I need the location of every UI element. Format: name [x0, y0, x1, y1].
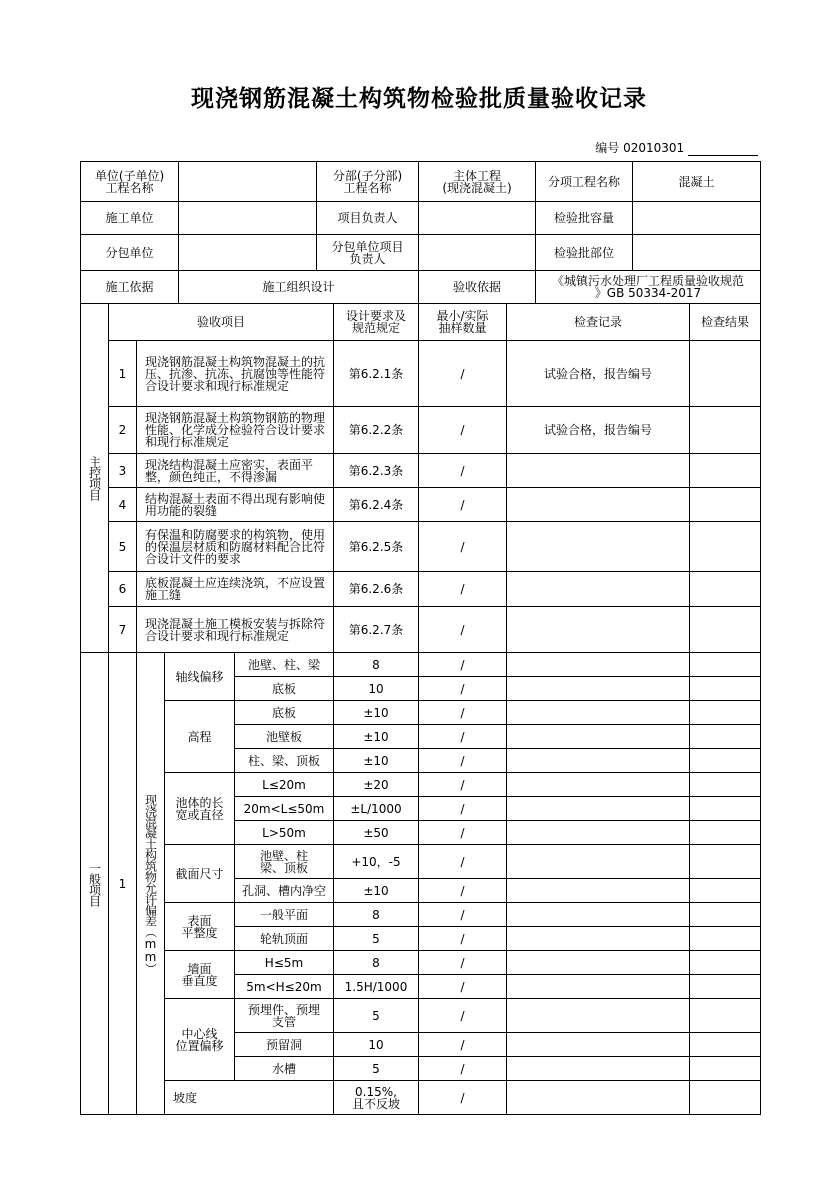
sample-count[interactable]: /	[419, 407, 507, 454]
item-description: 现浇结构混凝土应密实，表面平整，颜色纯正，不得渗漏	[137, 454, 334, 488]
deviation-subitem: 孔洞、槽内净空	[235, 879, 334, 903]
check-record[interactable]	[507, 999, 690, 1033]
main-control-row	[81, 522, 761, 572]
check-result[interactable]	[690, 488, 761, 522]
check-result[interactable]	[690, 407, 761, 454]
column-sample: 最小/实际 抽样数量	[419, 304, 507, 341]
general-item-number: 1	[109, 653, 137, 1115]
item-description: 现浇钢筋混凝土构筑物混凝土的抗压、抗渗、抗冻、抗腐蚀等性能符合设计要求和现行标准规定	[137, 341, 334, 407]
info-label: 检验批容量	[536, 202, 633, 235]
check-record[interactable]	[507, 773, 690, 797]
sample-count[interactable]: /	[419, 653, 507, 677]
deviation-category: 轴线偏移	[165, 653, 235, 701]
info-row	[81, 271, 761, 304]
check-record[interactable]	[507, 797, 690, 821]
page-title: 现浇钢筋混凝土构筑物检验批质量验收记录	[191, 86, 647, 112]
sample-count[interactable]: /	[419, 1033, 507, 1057]
check-record[interactable]	[507, 749, 690, 773]
deviation-group-label: 现浇混凝土构筑物允许偏差（mm）	[137, 653, 165, 1115]
deviation-subitem: L≤20m	[235, 773, 334, 797]
check-record[interactable]	[507, 975, 690, 999]
check-result[interactable]	[690, 903, 761, 927]
check-record[interactable]	[507, 821, 690, 845]
main-control-row	[81, 407, 761, 454]
column-record: 检查记录	[507, 304, 690, 341]
sample-count[interactable]: /	[419, 903, 507, 927]
main-control-row	[81, 488, 761, 522]
deviation-subitem: 水槽	[235, 1057, 334, 1081]
item-number: 7	[109, 607, 137, 653]
check-result[interactable]	[690, 951, 761, 975]
sample-count[interactable]: /	[419, 1081, 507, 1115]
general-row-slope	[81, 1081, 761, 1115]
allowed-deviation: ±10	[334, 701, 419, 725]
general-row	[81, 903, 761, 927]
deviation-subitem: 池壁、柱、梁	[235, 653, 334, 677]
deviation-subitem: 预留洞	[235, 1033, 334, 1057]
check-result[interactable]	[690, 653, 761, 677]
check-result[interactable]	[690, 454, 761, 488]
check-result[interactable]	[690, 797, 761, 821]
deviation-subitem: H≤5m	[235, 951, 334, 975]
main-control-row	[81, 341, 761, 407]
info-label: 施工单位	[81, 202, 179, 235]
main-control-row	[81, 607, 761, 653]
sample-count[interactable]: /	[419, 845, 507, 879]
sample-count[interactable]: /	[419, 522, 507, 572]
check-result[interactable]	[690, 879, 761, 903]
sample-count[interactable]: /	[419, 701, 507, 725]
info-value[interactable]	[179, 235, 317, 271]
check-result[interactable]	[690, 677, 761, 701]
check-record[interactable]	[507, 725, 690, 749]
check-result[interactable]	[690, 1057, 761, 1081]
allowed-deviation: ±50	[334, 821, 419, 845]
item-number: 4	[109, 488, 137, 522]
item-number: 1	[109, 341, 137, 407]
allowed-deviation: ±10	[334, 749, 419, 773]
sample-count[interactable]: /	[419, 725, 507, 749]
check-result[interactable]	[690, 607, 761, 653]
allowed-deviation: +10，-5	[334, 845, 419, 879]
check-result[interactable]	[690, 1081, 761, 1115]
allowed-deviation: ±10	[334, 879, 419, 903]
sample-count[interactable]: /	[419, 927, 507, 951]
general-row	[81, 701, 761, 725]
design-requirement: 第6.2.1条	[334, 341, 419, 407]
check-record[interactable]	[507, 677, 690, 701]
check-result[interactable]	[690, 522, 761, 572]
deviation-subitem: 柱、梁、顶板	[235, 749, 334, 773]
general-items-label: 一般项目	[81, 653, 109, 1115]
column-result: 检查结果	[690, 304, 761, 341]
info-value[interactable]	[179, 162, 317, 202]
check-record[interactable]	[507, 1057, 690, 1081]
general-row	[81, 999, 761, 1033]
design-requirement: 第6.2.4条	[334, 488, 419, 522]
info-label: 施工依据	[81, 271, 179, 304]
design-requirement: 第6.2.7条	[334, 607, 419, 653]
check-result[interactable]	[690, 701, 761, 725]
project-info-table	[80, 161, 761, 304]
sample-count[interactable]: /	[419, 677, 507, 701]
sample-count[interactable]: /	[419, 488, 507, 522]
allowed-deviation: 5	[334, 927, 419, 951]
deviation-category: 高程	[165, 701, 235, 773]
info-value: 施工组织设计	[179, 271, 419, 304]
check-result[interactable]	[690, 749, 761, 773]
info-value[interactable]	[179, 202, 317, 235]
info-label: 分包单位项目 负责人	[317, 235, 419, 271]
check-record[interactable]	[507, 1033, 690, 1057]
allowed-deviation: 10	[334, 1033, 419, 1057]
sample-count[interactable]: /	[419, 341, 507, 407]
check-record[interactable]	[507, 653, 690, 677]
deviation-category: 坡度	[165, 1081, 334, 1115]
record-number	[595, 139, 758, 156]
main-control-row	[81, 572, 761, 607]
check-result[interactable]	[690, 572, 761, 607]
general-row	[81, 653, 761, 677]
column-header-row	[81, 304, 761, 341]
sample-count[interactable]: /	[419, 1057, 507, 1081]
info-row	[81, 202, 761, 235]
allowed-deviation: ±20	[334, 773, 419, 797]
info-value[interactable]: 混凝土	[633, 162, 761, 202]
sample-count[interactable]: /	[419, 999, 507, 1033]
general-row	[81, 773, 761, 797]
info-label: 项目负责人	[317, 202, 419, 235]
allowed-deviation: 5	[334, 1057, 419, 1081]
deviation-category: 截面尺寸	[165, 845, 235, 903]
check-record[interactable]	[507, 1081, 690, 1115]
general-row	[81, 845, 761, 879]
allowed-deviation: 10	[334, 677, 419, 701]
info-value[interactable]	[419, 202, 536, 235]
check-record[interactable]	[507, 701, 690, 725]
check-record[interactable]: 试验合格，报告编号	[507, 341, 690, 407]
info-value: 《城镇污水处理厂工程质量验收规范 》GB 50334-2017	[536, 271, 761, 304]
main-control-label: 主控项目	[81, 304, 109, 653]
allowed-deviation: ±L/1000	[334, 797, 419, 821]
deviation-subitem: 预埋件、预埋 支管	[235, 999, 334, 1033]
deviation-category: 中心线 位置偏移	[165, 999, 235, 1081]
sample-count[interactable]: /	[419, 773, 507, 797]
info-label: 分部(子分部) 工程名称	[317, 162, 419, 202]
design-requirement: 第6.2.6条	[334, 572, 419, 607]
deviation-category: 表面 平整度	[165, 903, 235, 951]
record-number-blank	[688, 143, 758, 156]
info-value[interactable]	[419, 235, 536, 271]
deviation-subitem: L>50m	[235, 821, 334, 845]
design-requirement: 第6.2.3条	[334, 454, 419, 488]
check-record[interactable]	[507, 607, 690, 653]
allowed-deviation: 8	[334, 653, 419, 677]
check-result[interactable]	[690, 725, 761, 749]
column-item: 验收项目	[109, 304, 334, 341]
sample-count[interactable]: /	[419, 975, 507, 999]
allowed-deviation: 8	[334, 951, 419, 975]
check-result[interactable]	[690, 1033, 761, 1057]
deviation-subitem: 池壁板	[235, 725, 334, 749]
item-number: 5	[109, 522, 137, 572]
column-design: 设计要求及 规范规定	[334, 304, 419, 341]
check-record[interactable]	[507, 454, 690, 488]
deviation-subitem: 底板	[235, 677, 334, 701]
main-control-table	[80, 303, 761, 653]
general-row	[81, 951, 761, 975]
check-result[interactable]	[690, 773, 761, 797]
item-description: 现浇混凝土施工模板安装与拆除符合设计要求和现行标准规定	[137, 607, 334, 653]
check-result[interactable]	[690, 927, 761, 951]
main-control-row	[81, 454, 761, 488]
info-label: 分项工程名称	[536, 162, 633, 202]
deviation-subitem: 池壁、柱 梁、顶板	[235, 845, 334, 879]
design-requirement: 第6.2.5条	[334, 522, 419, 572]
check-record[interactable]	[507, 879, 690, 903]
deviation-subitem: 底板	[235, 701, 334, 725]
sample-count[interactable]: /	[419, 821, 507, 845]
info-label: 分包单位	[81, 235, 179, 271]
item-description: 底板混凝土应连续浇筑，不应设置施工缝	[137, 572, 334, 607]
check-result[interactable]	[690, 341, 761, 407]
info-value[interactable]	[633, 202, 761, 235]
check-record[interactable]	[507, 522, 690, 572]
check-record[interactable]	[507, 927, 690, 951]
check-result[interactable]	[690, 821, 761, 845]
check-result[interactable]	[690, 845, 761, 879]
info-value[interactable]: 主体工程 (现浇混凝土)	[419, 162, 536, 202]
allowed-deviation: 8	[334, 903, 419, 927]
check-record[interactable]	[507, 572, 690, 607]
allowed-deviation: ±10	[334, 725, 419, 749]
deviation-category: 墙面 垂直度	[165, 951, 235, 999]
check-result[interactable]	[690, 999, 761, 1033]
item-description: 有保温和防腐要求的构筑物，使用的保温层材质和防腐材料配合比符合设计文件的要求	[137, 522, 334, 572]
deviation-subitem: 一般平面	[235, 903, 334, 927]
check-result[interactable]	[690, 975, 761, 999]
check-record[interactable]	[507, 488, 690, 522]
check-record[interactable]	[507, 951, 690, 975]
info-row	[81, 235, 761, 271]
allowed-deviation: 1.5H/1000	[334, 975, 419, 999]
sample-count[interactable]: /	[419, 749, 507, 773]
deviation-subitem: 20m<L≤50m	[235, 797, 334, 821]
check-record[interactable]	[507, 903, 690, 927]
check-record[interactable]	[507, 845, 690, 879]
allowed-deviation: 0.15%, 且不反坡	[334, 1081, 419, 1115]
general-items-table	[80, 652, 761, 1115]
allowed-deviation: 5	[334, 999, 419, 1033]
item-number: 6	[109, 572, 137, 607]
info-row	[81, 162, 761, 202]
sample-count[interactable]: /	[419, 607, 507, 653]
record-number-value: 02010301	[623, 141, 685, 155]
deviation-subitem: 轮轨顶面	[235, 927, 334, 951]
item-number: 2	[109, 407, 137, 454]
info-label: 验收依据	[419, 271, 536, 304]
sample-count[interactable]: /	[419, 797, 507, 821]
item-number: 3	[109, 454, 137, 488]
sample-count[interactable]: /	[419, 951, 507, 975]
sample-count[interactable]: /	[419, 454, 507, 488]
deviation-subitem: 5m<H≤20m	[235, 975, 334, 999]
design-requirement: 第6.2.2条	[334, 407, 419, 454]
sample-count[interactable]: /	[419, 572, 507, 607]
info-label: 检验批部位	[536, 235, 633, 271]
sample-count[interactable]: /	[419, 879, 507, 903]
record-number-label: 编号	[595, 141, 620, 155]
info-value[interactable]	[633, 235, 761, 271]
check-record[interactable]: 试验合格，报告编号	[507, 407, 690, 454]
deviation-category: 池体的长 宽或直径	[165, 773, 235, 845]
item-description: 现浇钢筋混凝土构筑物钢筋的物理性能、化学成分检验符合设计要求和现行标准规定	[137, 407, 334, 454]
info-label: 单位(子单位) 工程名称	[81, 162, 179, 202]
item-description: 结构混凝土表面不得出现有影响使用功能的裂缝	[137, 488, 334, 522]
